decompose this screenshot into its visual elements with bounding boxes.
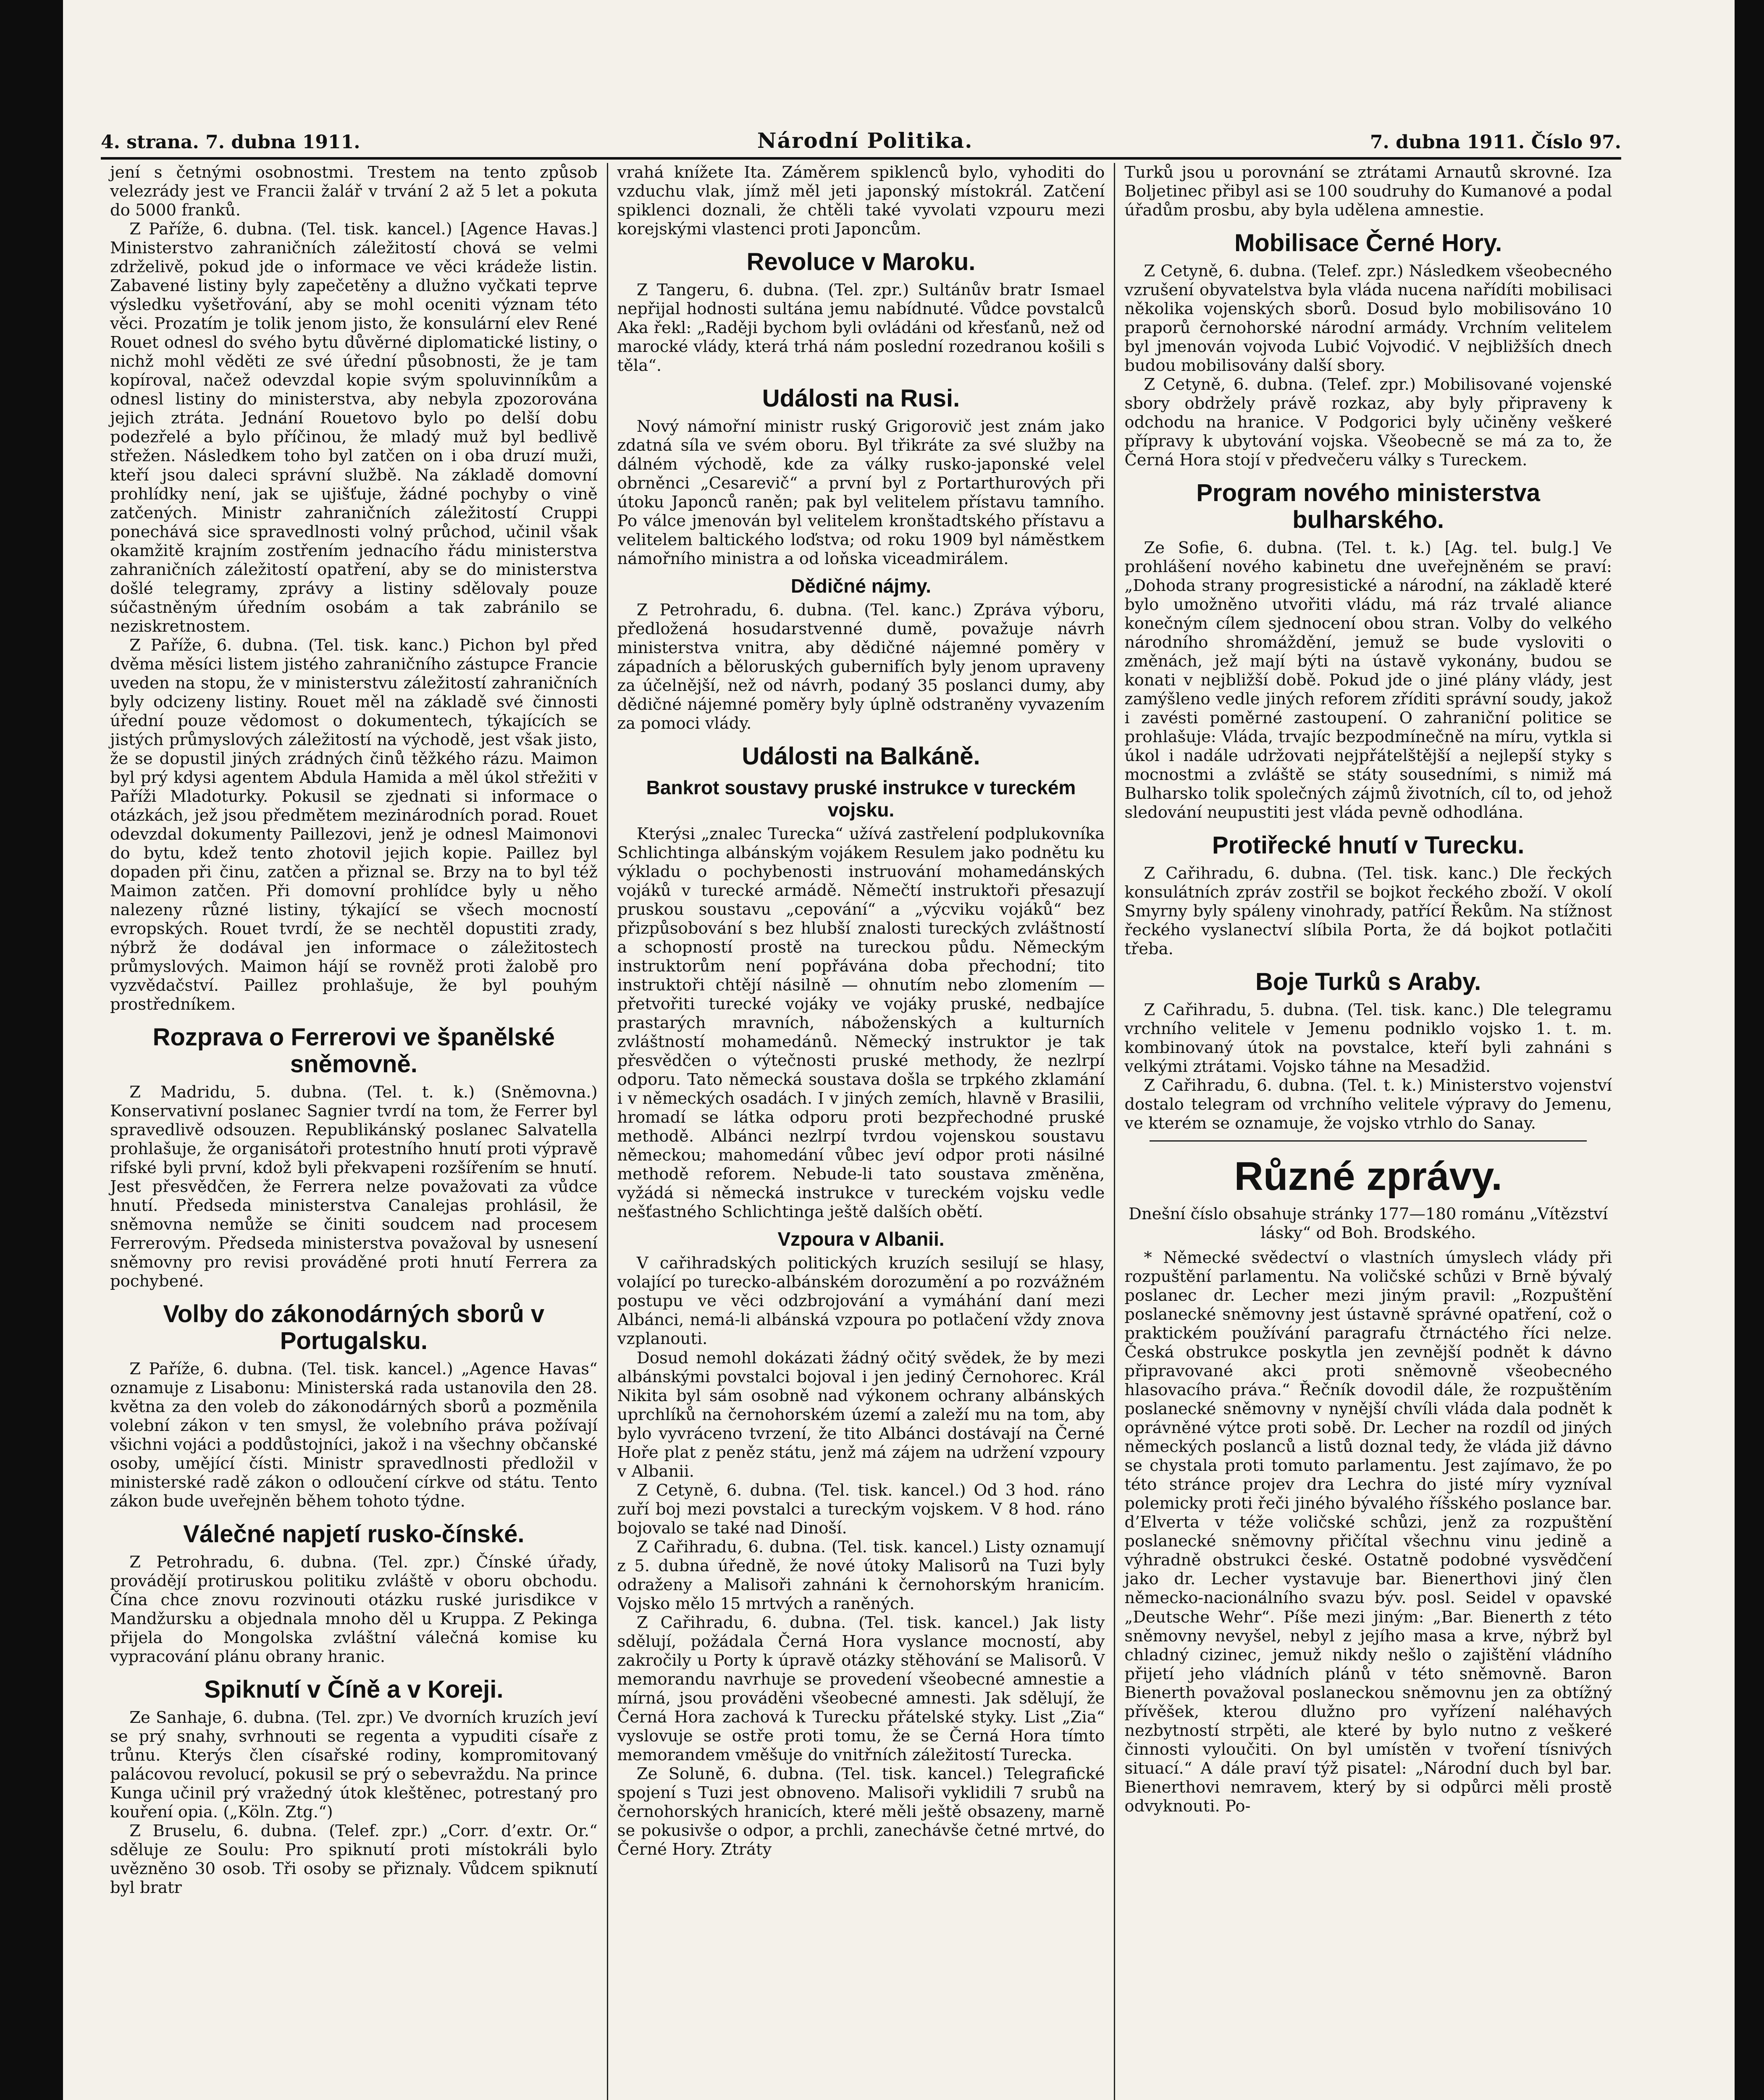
paragraph: V cařihradských politických kruzích sesilují se hlasy, volající po turecko-albánském dorozumění a po rozvážném postupu ve věci odzbrojování a vymáhání daní mezi Albánci, nemá-li albánská vzpoura po potlačení vždy znova vzplanouti. (617, 1254, 1105, 1349)
divider (1150, 1140, 1587, 1142)
paragraph: Ze Soluně, 6. dubna. (Tel. tisk. kancel.) Telegrafické spojení s Tuzi jest obnoveno. Malisoři vyklidili 7 srubů na černohorských hranicích, které měli ještě obsazeny, marně se pokusivše o odpor, a prchli, zanechávše četné mrtvé, do Černé Hory. Ztráty (617, 1764, 1105, 1859)
subheading: Dědičné nájmy. (790, 575, 932, 597)
right-binding-edge (1735, 0, 1764, 2100)
paragraph: Z Paříže, 6. dubna. (Tel. tisk. kancel.) „Agence Havas“ oznamuje z Lisabonu: Ministerská rada ustanovila den 28. května za den voleb do zákonodárných sborů a pozměnila volební zákon v ten smysl, že volebního práva požívají všichni vojáci a poddůstojníci, jakož i na všechny občanské osoby, umějící čísti. Ministr spravedlnosti předložil v ministerské radě zákon o odloučení církve od státu. Tento zákon bude uveřejněn během tohoto týdne. (110, 1359, 598, 1511)
paragraph: Z Petrohradu, 6. dubna. (Tel. kanc.) Zpráva výboru, předložená hosudarstvenné dumě, považuje návrh ministerstva vnitra, aby dědičné nájemné poměry v západních a běloruských gubernifích byly jenom upraveny za účelnější, než od návrh, podaný 35 poslanci dumy, aby dědičné nájemné poměry byly úplně odstraněny vyvazením za pomoci vlády. (617, 601, 1105, 733)
paragraph: * Německé svědectví o vlastních úmyslech vlády při rozpuštění parlamentu. Na voličské schůzi v Brně bývalý poslanec dr. Lecher mezi jiným pravil: „Rozpuštění poslanecké sněmovny jest ústavně správné opatření, což o praktickém používání paragrafu čtrnáctého říci nelze. Česká obstrukce poskytla jen zevnější podnět k dávno připravované akci proti sněmovně všeobecného hlasovacího práva.“ Řečník dovodil dále, že rozpuštěním poslanecké sněmovny v nynější chvíli vláda dala podnět k oprávněné výtce proti sobě. Dr. Lecher na rozdíl od jiných německých poslanců a listů doznal tedy, že vláda již dávno se chystala proti tomuto parlamentu. Jest zajímavo, že po této stránce projev dra Lechra do jisté míry vyzníval polemicky proti řeči jiného bývalého říšského poslance bar. d’Elverta v téže voličské schůzi, jenž za rozpuštění poslanecké sněmovny přičítal všechnu vinu jedině a výhradně obstrukci české. Ostatně podobné vysvědčení jako dr. Lecher vystavuje bar. Bienerthovi jiný člen německo-nacionálního svazu býv. posl. Seidel v opavské „Deutsche Wehr“. Píše mezi jiným: „Bar. Bienerth z této sněmovny nevyšel, nebyl z jejího masa a krve, nýbrž byl chladný cizinec, jemuž nikdy nešlo o zajištění vládního přijetí jeho vládních plánů v této sněmovně. Baron Bienerth považoval poslaneckou sněmovnu jen za obtížný přívěšek, kterou dlužno pro vyřízení naléhavých nezbytností strpěti, ale které by bylo nutno z veškeré činnosti vyloučiti. On byl umístěn v tvoření tísnivých situací.“ A dále praví týž pisatel: „Národní duch byl bar. Bienerthovi nemravem, který by si odpůrci měli prostě odvyknouti. Po- (1124, 1248, 1612, 1816)
paragraph: Ze Sofie, 6. dubna. (Tel. t. k.) [Ag. tel. bulg.] Ve prohlášení nového kabinetu dne uveřejněném se praví: „Dohoda strany progresistické a národní, na základě které bylo umožněno utvořiti vládu, má ráz trvalé aliance konečným cílem sjednocení obou stran. Volby do velkého národního shromáždění, jemuž se bude vysloviti o změnách, jež mají býti na ústavě vykonány, budou se konati v nejbližší době. Pokud jde o jiné plány vlády, jest zamýšleno vedle jiných reforem zříditi správní soudy, jakož i zavésti poměrné zastoupení. O zahraniční politice se prohlašuje: Vláda, trvajíc bezpodmínečně na míru, vytkla si úkol i nadále udržovati nejpřátelštější a nejlepší styky s mocnostmi a zvláště se státy sousedními, s nimiž má Bulharsko tolik společných zájmů životních, cíl to, od jehož sledování neupustiti jest vláda pevně odhodlána. (1124, 538, 1612, 822)
section-title: Různé zprávy. (1234, 1154, 1502, 1199)
section-heading: Rozprava o Ferrerovi ve španělské sněmovně. (152, 1024, 555, 1078)
paragraph: Z Cařihradu, 6. dubna. (Tel. tisk. kanc.) Dle řeckých konsulátních zpráv zostřil se bojkot řeckého zboží. V okolí Smyrny byly spáleny vinohrady, patřící Řekům. Na stížnost řeckého vyslanectví slíbila Porta, že dá bojkot potlačiti třeba. (1124, 864, 1612, 959)
paragraph: vrahá knížete Ita. Záměrem spiklenců bylo, vyhoditi do vzduchu vlak, jímž měl jeti japonský místokrál. Zatčení spiklenci doznali, že chtěli také vyvolati vzpouru mezi korejskými vlastenci proti Japoncům. (617, 163, 1105, 239)
section-heading: Události na Rusi. (762, 385, 960, 412)
left-binding-edge (0, 0, 63, 2100)
page-header (101, 126, 1621, 160)
paragraph: Kterýsi „znalec Turecka“ užívá zastřelení podplukovníka Schlichtinga albánským vojákem Resulem jako podnětu ku výkladu o pochybenosti instruování mohamedánských vojáků v turecké armádě. Němečtí instruktoři přesazují pruskou soustavu „cepování“ a „výcviku vojáků“ bez přizpůsobování s bez hlubší znalosti tureckých zvláštností a schopností prostě na tureckou půdu. Německým instruktorům není popřávána doba přechodní; tito instruktoři chtějí násilně — ohnutím nebo zlomením — přetvořiti turecké vojáky ve vojáky pruské, nedbajíce prastarých mravních, náboženských a kulturních zvláštností mohamedánů. Německý instruktor je tak přesvědčen o výtečnosti pruské methody, že nezlrpí odporu. Tato německá soustava došla se trpkého zklamání i v německých osadách. I v jiných zemích, hlavně v Brasilii, hromadí se látka odporu proti bezpřechodné pruské methodě. Albánci nezlrpí tvrdou vojenskou soustavu německou; mahomedání vůbec jeví odpor proti násilné methodě reforem. Nebude-li tato soustava změněna, vyžádá si německá instrukce v tureckém vojsku vedle nešťastného Schlichtinga ještě dalších obětí. (617, 824, 1105, 1222)
paragraph: Z Cařihradu, 6. dubna. (Tel. tisk. kancel.) Jak listy sdělují, požádala Černá Hora vyslance mocností, aby zakročily u Porty k úpravě otázky stěhování se Malisorů. V memorandu navrhuje se provedení všeobecné amnestie a mírná, jsou prováděni všeobecné amnesti. Jak sdělují, že Černá Hora zachová k Turecku přátelské styky. List „Zia“ vyslovuje se ostře proti tomu, že se Černá Hora tímto memorandem vměšuje do vnitřních záležitostí Turecka. (617, 1613, 1105, 1765)
section-heading: Válečné napjetí rusko-čínské. (183, 1520, 525, 1548)
paragraph: Z Paříže, 6. dubna. (Tel. tisk. kanc.) Pichon byl před dvěma měsíci listem jistého zahraničního zástupce Francie uveden na stopu, že v ministerstvu záležitostí zahraničních byly odcizeny listiny. Rouet měl na základě své činnosti úřední pouze vědomost o dokumentech, týkajících se jistých průmyslových záležitostí na východě, jest však jisto, že se dopustil jiných zrádných činů těžkého rázu. Maimon byl prý kdysi agentem Abdula Hamida a měl úkol střežiti v Paříži Mladoturky. Pokusil se zjednati si informace o otázkách, jež jsou předmětem mezinárodních porad. Rouet odevzdal dokumenty Paillezovi, jenž je odnesl Maimonovi do bytu, kdež tento zhotovil jejich kopie. Paillez byl dopaden při činu, zatčen a přiznal se. Brzy na to byl též Maimon zatčen. Při domovní prohlídce byly u něho nalezeny různé listiny, týkající se všech mocností evropských. Rouet tvrdí, že se nechtěl dopustiti zrady, nýbrž že dodával jen informace o záležitostech průmyslových. Maimon hájí se rovněž proti žalobě pro vyzvědačství. Paillez prohlašuje, že byl pouhým prostředníkem. (110, 635, 598, 1014)
section-heading: Mobilisace Černé Hory. (1234, 229, 1502, 257)
column-2 (607, 163, 1114, 2100)
paragraph: jení s četnými osobnostmi. Trestem na tento způsob velezrády jest ve Francii žalář v trvání 2 až 5 let a pokuta do 5000 franků. (110, 163, 598, 220)
paragraph: Turků jsou u porovnání se ztrátami Arnautů skrovné. Iza Boljetinec přibyl asi se 100 soudruhy do Kumanové a podal úřadům prosbu, aby byla udělena amnestie. (1124, 163, 1612, 220)
paragraph: Z Cařihradu, 6. dubna. (Tel. t. k.) Ministerstvo vojenství dostalo telegram od vrchního velitele výpravy do Jemenu, ve kterém se oznamuje, že vojsko vtrhlo do Sanay. (1124, 1076, 1612, 1133)
section-heading: Protiřecké hnutí v Turecku. (1212, 832, 1525, 859)
header-right: 7. dubna 1911. Číslo 97. (1370, 131, 1621, 153)
paragraph: Z Cařihradu, 6. dubna. (Tel. tisk. kancel.) Listy oznamují z 5. dubna úředně, že nové útoky Malisorů na Tuzi byly odraženy a Malisoři zahnáni k černohorským hranicím. Vojsko mělo 15 mrtvých a raněných. (617, 1537, 1105, 1613)
paragraph: Z Tangeru, 6. dubna. (Tel. zpr.) Sultánův bratr Ismael nepřijal hodnosti sultána jemu nabídnuté. Vůdce povstalců Aka řekl: „Raději bychom byli ovládáni od křesťanů, než od marocké vlády, která trhá nám poslední rozedranou košili s těla“. (617, 280, 1105, 375)
header-left: 4. strana. 7. dubna 1911. (101, 131, 360, 153)
paragraph: Z Bruselu, 6. dubna. (Telef. zpr.) „Corr. d’extr. Or.“ sděluje ze Soulu: Pro spiknutí proti místokráli bylo uvězněno 30 osob. Tři osoby se přiznaly. Vůdcem spiknutí byl bratr (110, 1822, 598, 1898)
column-1 (101, 163, 607, 2100)
column-3 (1114, 163, 1621, 2100)
paragraph: Z Madridu, 5. dubna. (Tel. t. k.) (Sněmovna.) Konservativní poslanec Sagnier tvrdí na tom, že Ferrer byl spravedlivě odsouzen. Republikánský poslanec Salvatella prohlašuje, že organisátoři protestního hnutí proti výpravě rifské byli první, kdož byli překvapeni rozšířením se hnutí. Jest přesvědčen, že Ferrera nelze považovati za vůdce hnutí. Předseda ministerstva Canalejas prohlásil, že sněmovna nemůže se činiti soudcem nad procesem Ferrerovým. Předseda ministerstva považoval by usnesení sněmovny pro revisi prováděné proti hnutí Ferrera za pochybené. (110, 1083, 598, 1291)
section-lead: Dnešní číslo obsahuje stránky 177—180 románu „Vítězství lásky“ od Boh. Brodského. (1129, 1204, 1608, 1242)
paragraph: Z Petrohradu, 6. dubna. (Tel. zpr.) Čínské úřady, provádějí protiruskou politiku zvláště v oboru obchodu. Čína chce znovu rozvinouti otázku ruské jurisdikce v Mandžursku a objednala mnoho děl u Kruppa. Z Pekinga přijela do Mongolska zvláštní válečná komise ku vypracování plánu obrany hranic. (110, 1552, 598, 1667)
paragraph: Z Cetyně, 6. dubna. (Tel. tisk. kancel.) Od 3 hod. ráno zuří boj mezi povstalci a tureckým vojskem. V 8 hod. ráno bojovalo se také nad Dinoší. (617, 1480, 1105, 1538)
paragraph: Dosud nemohl dokázati žádný očitý svědek, že by mezi albánskými povstalci bojoval i jen jediný Černohorec. Král Nikita byl sám osobně nad výkonem ochrany albánských uprchlíků na černohorském území a zaleží mu na tom, aby bylo vyvráceno tvrzení, že tito Albánci dostávají na Černé Hoře plat z peněz státu, jenž má zájem na udržení vzpoury v Albanii. (617, 1348, 1105, 1481)
paragraph: Nový námořní ministr ruský Grigorovič jest znám jako zdatná síla ve svém oboru. Byl třikráte za své služby na dálném východě, kde za války rusko-japonské velel obrněnci „Cesarevič“ a první byl z Portarthurových při útoku Japonců raněn; pak byl velitelem přístavu tamního. Po válce jmenován byl velitelem kronštadtského přístavu a velitelem baltického loďstva; od roku 1909 byl náměstkem námořního ministra a od loňska viceadmirálem. (617, 417, 1105, 569)
newspaper-page (101, 126, 1621, 2100)
paragraph: Ze Sanhaje, 6. dubna. (Tel. zpr.) Ve dvorních kruzích jeví se prý snahy, svrhnouti se regenta a vypuditi císaře z trůnu. Kterýs člen císařské rodiny, kompromitovaný palácovou revolucí, pokusil se prý o sebevraždu. Na prince Kunga učinil prý vražedný útok kleštěnec, potrestaný pro kouření opia. („Köln. Ztg.“) (110, 1708, 598, 1822)
subheading: Vzpoura v Albanii. (777, 1228, 945, 1250)
subheading: Bankrot soustavy pruské instrukce v tureckém vojsku. (646, 777, 1076, 821)
section-heading: Volby do zákonodárných sborů v Portugalsku. (163, 1300, 545, 1355)
paragraph: Z Cetyně, 6. dubna. (Telef. zpr.) Mobilisované vojenské sbory obdržely právě rozkaz, aby byly připraveny k odchodu na hranice. V Podgorici byly učiněny veškeré přípravy k ubytování vojska. Všeobecně se má za to, že Černá Hora stojí v předvečeru války s Tureckem. (1124, 375, 1612, 470)
masthead-title: Národní Politika. (757, 128, 973, 153)
paragraph: Z Cetyně, 6. dubna. (Telef. zpr.) Následkem všeobecného vzrušení obyvatelstva byla vláda nucena nařídíti mobilisaci několika vojenských sborů. Dosud bylo mobilisováno 10 praporů černohorské národní armády. Vrchním velitelem byl jmenován vojvoda Lubić Vojvodić. V nejbližších dnech budou mobilisovány další sbory. (1124, 261, 1612, 375)
section-heading: Revoluce v Maroku. (746, 248, 976, 276)
section-heading: Program nového ministerstva bulharského. (1196, 479, 1541, 534)
section-heading: Spiknutí v Číně a v Koreji. (204, 1676, 504, 1704)
paragraph: Z Paříže, 6. dubna. (Tel. tisk. kancel.) [Agence Havas.] Ministerstvo zahraničních záležitostí chová se velmi zdrželivě, pokud jde o informace ve věci krádeže listin. Zabavené listiny byly zapečetěny a dlužno vyčkati teprve výsledku vyšetřování, aby se mohl oceniti význam této věci. Prozatím je tolik jenom jisto, že konsulární elev René Rouet odnesl do svého bytu důvěrné diplomatické listiny, o nichž mohl věděti ze své úřední působnosti, že je tam kopíroval, načež odevzdal kopie svým spoluvinníkům a odnesl listiny do ministerstva, aby nebyla zpozorována jejich ztráta. Jednání Rouetovo bylo po delší dobu podezřelé a bylo příčinou, že mladý muž byl bedlivě střežen. Následkem toho byl zatčen on i oba druzí muži, kteří jsou daleci správní službě. Na základě domovní prohlídky není, jak se ujišťuje, žádné pochyby o vině zatčených. Ministr zahraničních záležitostí Cruppi ponechává sice spravedlnosti volný průchod, učinil však okamžitě krajním zostřením jednacího řádu ministerstva zahraničních záležitostí opatření, aby se do ministerstva došlé telegramy, zprávy a listiny sdělovaly pouze súčastněným úředním osobám a tak zabránilo se neziskretnostem. (110, 220, 598, 636)
columns (101, 163, 1621, 2100)
paragraph: Z Cařihradu, 5. dubna. (Tel. tisk. kanc.) Dle telegramu vrchního velitele v Jemenu podniklo vojsko 1. t. m. kombinovaný útok na povstalce, kteří byli zahnáni s velkými ztrátami. Vojsko táhne na Mesadžid. (1124, 1000, 1612, 1076)
section-heading: Události na Balkáně. (742, 743, 980, 770)
section-heading: Boje Turků s Araby. (1255, 968, 1481, 996)
